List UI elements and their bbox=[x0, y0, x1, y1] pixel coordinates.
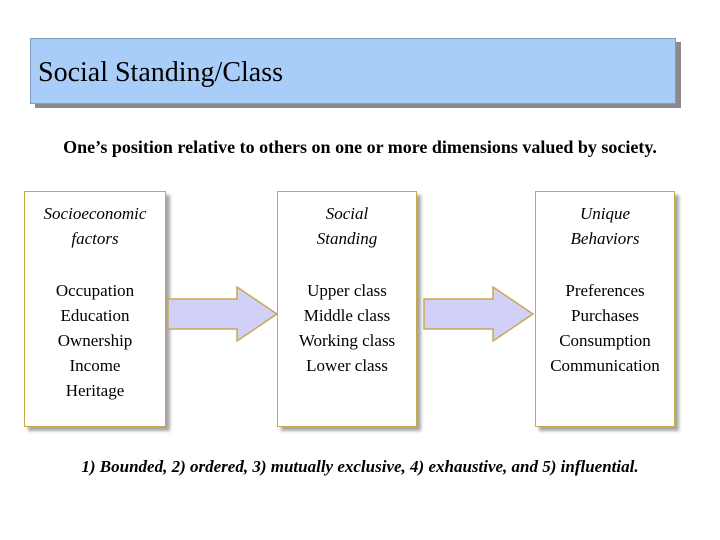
box-header-line: Standing bbox=[316, 229, 378, 248]
right-arrow-icon bbox=[423, 286, 535, 342]
list-item: Purchases bbox=[571, 306, 639, 325]
definition-text: One’s position relative to others on one or more dimensions valued by society. bbox=[63, 137, 657, 157]
box-header bbox=[536, 201, 674, 251]
list-item: Lower class bbox=[306, 356, 388, 375]
characteristics-footer: 1) Bounded, 2) ordered, 3) mutually exclusive, 4) exhaustive, and 5) influential. bbox=[81, 457, 639, 476]
list-item: Preferences bbox=[565, 281, 645, 300]
box-item-list bbox=[536, 278, 674, 378]
list-item: Heritage bbox=[65, 381, 125, 400]
box-item-list bbox=[25, 278, 165, 403]
list-item: Education bbox=[60, 306, 130, 325]
box-header bbox=[278, 201, 416, 251]
list-item: Consumption bbox=[559, 331, 651, 350]
list-item: Occupation bbox=[55, 281, 135, 300]
unique-behaviors-box bbox=[535, 191, 675, 427]
list-item: Ownership bbox=[57, 331, 133, 350]
box-header-line: Socioeconomic bbox=[43, 204, 147, 223]
box-header-line: factors bbox=[71, 229, 119, 248]
list-item: Upper class bbox=[307, 281, 387, 300]
list-item: Working class bbox=[298, 331, 396, 350]
box-header-line: Social bbox=[325, 204, 369, 223]
list-item: Middle class bbox=[303, 306, 391, 325]
right-arrow-icon bbox=[167, 286, 279, 342]
social-standing-box bbox=[277, 191, 417, 427]
slide-title: Social Standing/Class bbox=[38, 57, 283, 88]
box-header bbox=[25, 201, 165, 251]
title-box bbox=[30, 38, 676, 104]
box-header-line: Unique bbox=[579, 204, 631, 223]
box-header-line: Behaviors bbox=[570, 229, 640, 248]
box-item-list bbox=[278, 278, 416, 378]
list-item: Income bbox=[69, 356, 121, 375]
socioeconomic-factors-box bbox=[24, 191, 166, 427]
list-item: Communication bbox=[550, 356, 660, 375]
